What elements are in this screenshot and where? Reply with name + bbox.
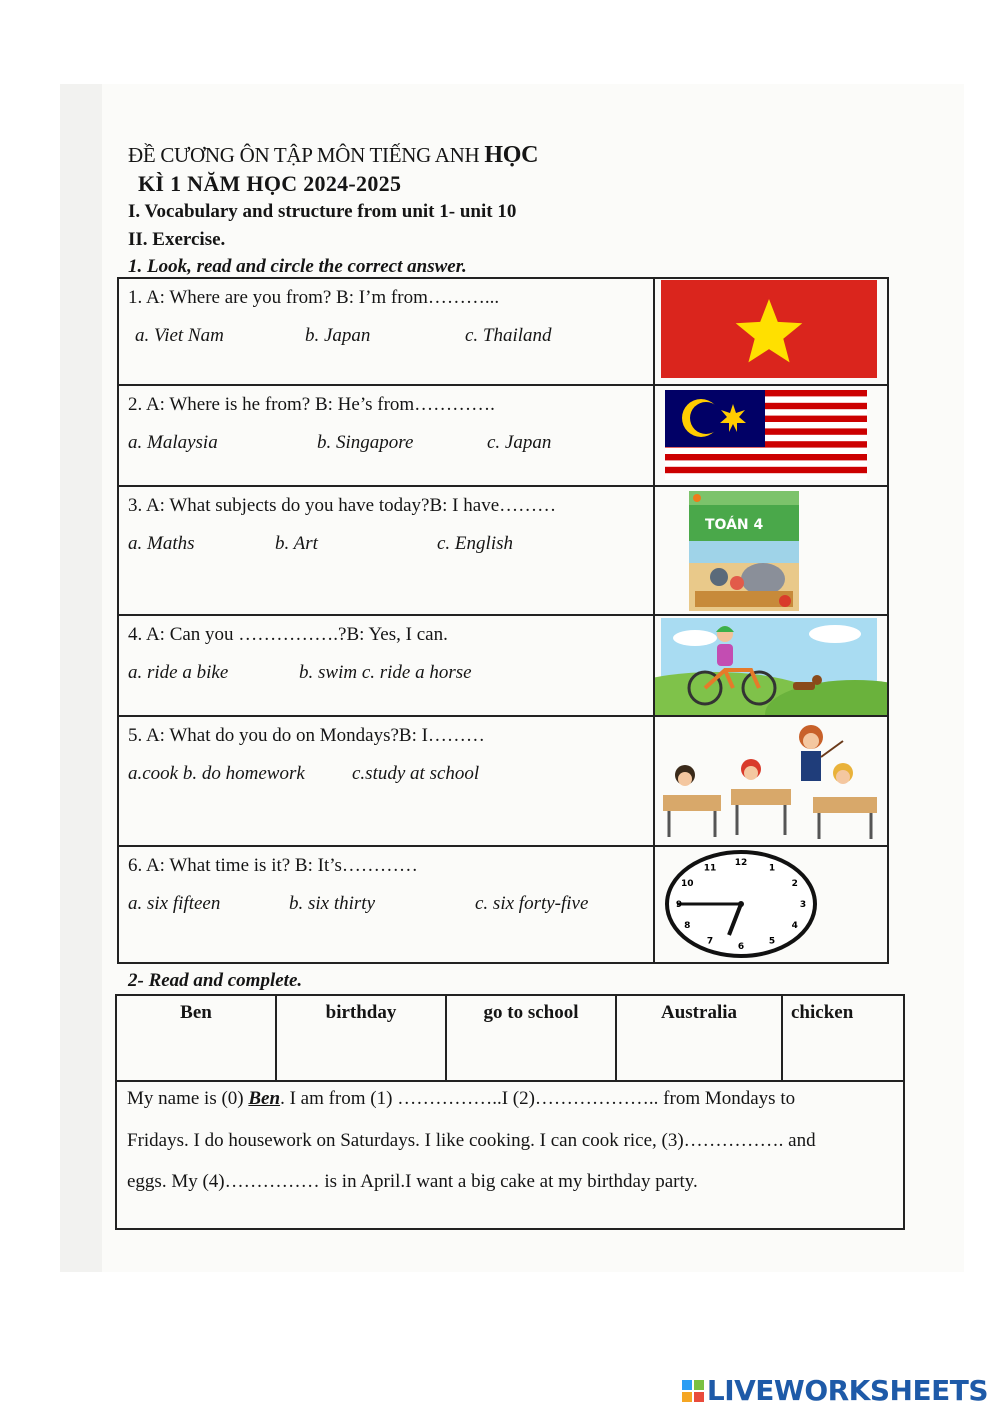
answer-option-a[interactable]: a. Malaysia (128, 432, 218, 453)
passage-line-3: eggs. My (4)…………… is in April.I want a big cake at my birthday party. (127, 1171, 698, 1192)
liveworksheets-logo-icon (682, 1380, 704, 1402)
answer-option-c[interactable]: c. Japan (487, 432, 552, 453)
passage-text: . I am from (1) ……………..I (2)……………….. from Mondays to (280, 1088, 796, 1109)
clock-number: 1 (768, 863, 776, 874)
word-box: birthday (277, 996, 447, 1080)
answer-option-c[interactable]: c. six forty-five (475, 893, 589, 914)
question-text: 6. A: What time is it? B: It’s………… (128, 855, 418, 876)
clock-number: 2 (791, 879, 798, 889)
exercise2-heading: 2- Read and complete. (128, 970, 303, 991)
image-cell (655, 847, 887, 962)
reading-passage (117, 1080, 903, 1192)
clock-number: 10 (681, 879, 694, 889)
image-cell (655, 616, 887, 715)
answer-option-a[interactable]: a. Maths (128, 533, 195, 554)
answer-option-b[interactable]: b. Art (275, 533, 318, 554)
clock-number: 12 (734, 858, 748, 868)
question-text: 4. A: Can you …………….?B: Yes, I can. (128, 624, 448, 645)
section-vocabulary: I. Vocabulary and structure from unit 1- unit 10 (128, 201, 517, 222)
question-cell (119, 717, 655, 845)
brand-name: LIVEWORKSHEETS (706, 1374, 988, 1407)
image-cell (655, 386, 887, 485)
example-answer: Ben (248, 1088, 281, 1109)
answer-option-b[interactable]: b. Japan (305, 325, 371, 346)
clock-number: 11 (703, 863, 717, 874)
worksheet-title-line2: KÌ 1 NĂM HỌC 2024-2025 (138, 171, 402, 196)
question-text: 5. A: What do you do on Mondays?B: I……… (128, 725, 485, 746)
worksheet-title (128, 142, 538, 169)
classroom-image (655, 717, 887, 845)
liveworksheets-logo[interactable] (682, 1374, 988, 1407)
answer-option-a[interactable]: a. Viet Nam (135, 325, 224, 346)
question-text: 3. A: What subjects do you have today?B: I have……… (128, 495, 557, 516)
boy-riding-bike-image (655, 616, 887, 715)
clock-number: 4 (791, 921, 798, 931)
question-cell (119, 279, 655, 384)
section-exercise: II. Exercise. (128, 229, 226, 250)
math-textbook-image (655, 487, 887, 614)
clock-number: 8 (684, 921, 691, 931)
clock-number: 3 (799, 900, 807, 910)
image-cell (655, 717, 887, 845)
question-row-6 (119, 847, 887, 962)
question-row-1 (119, 279, 887, 386)
passage-line-1 (127, 1088, 795, 1110)
clock-image (655, 847, 887, 960)
passage-text: My name is (0) (127, 1088, 249, 1109)
answer-option-b[interactable]: b. Singapore (317, 432, 414, 453)
book-title-text: TOÁN 4 (705, 517, 764, 533)
title-part1: ĐỀ CƯƠNG ÔN TẬP MÔN TIẾNG ANH (128, 143, 480, 167)
word-box: go to school (447, 996, 617, 1080)
image-cell (655, 279, 887, 384)
clock-number: 5 (768, 936, 776, 947)
answer-option-c[interactable]: c. Thailand (465, 325, 552, 346)
word-box: chicken (791, 1002, 854, 1023)
passage-line-2: Fridays. I do housework on Saturdays. I like cooking. I can cook rice, (3)……………. and (127, 1130, 816, 1151)
question-row-3 (119, 487, 887, 616)
answer-option-a-b[interactable]: a.cook b. do homework (128, 763, 305, 784)
exercise1-table (117, 277, 889, 964)
answer-option-a[interactable]: a. six fifteen (128, 893, 221, 914)
clock-number: 6 (737, 942, 745, 952)
answer-option-a[interactable]: a. ride a bike (128, 662, 229, 683)
word-box: Ben (117, 996, 277, 1080)
exercise1-heading: 1. Look, read and circle the correct answer. (128, 256, 467, 277)
question-row-4 (119, 616, 887, 717)
image-cell (655, 487, 887, 614)
answer-option-c[interactable]: c.study at school (352, 763, 480, 784)
title-part2: HỌC (484, 142, 539, 168)
clock-number: 7 (706, 936, 714, 947)
answer-option-b[interactable]: b. six thirty (289, 893, 376, 914)
malaysia-flag-image (655, 386, 887, 486)
question-cell (119, 616, 655, 715)
question-text: 1. A: Where are you from? B: I’m from………... (128, 287, 500, 308)
paper-shadow (60, 84, 102, 1272)
answer-option-c[interactable]: c. English (437, 533, 513, 554)
question-cell (119, 386, 655, 485)
word-box: Australia (617, 996, 783, 1080)
question-cell (119, 487, 655, 614)
question-cell (119, 847, 655, 962)
clock-number: 9 (675, 900, 683, 910)
question-row-5 (119, 717, 887, 847)
answer-option-b-c[interactable]: b. swim c. ride a horse (299, 662, 472, 683)
question-row-2 (119, 386, 887, 487)
vietnam-flag-image (655, 279, 887, 384)
question-text: 2. A: Where is he from? B: He’s from…………. (128, 394, 495, 415)
exercise2-table (115, 994, 905, 1230)
